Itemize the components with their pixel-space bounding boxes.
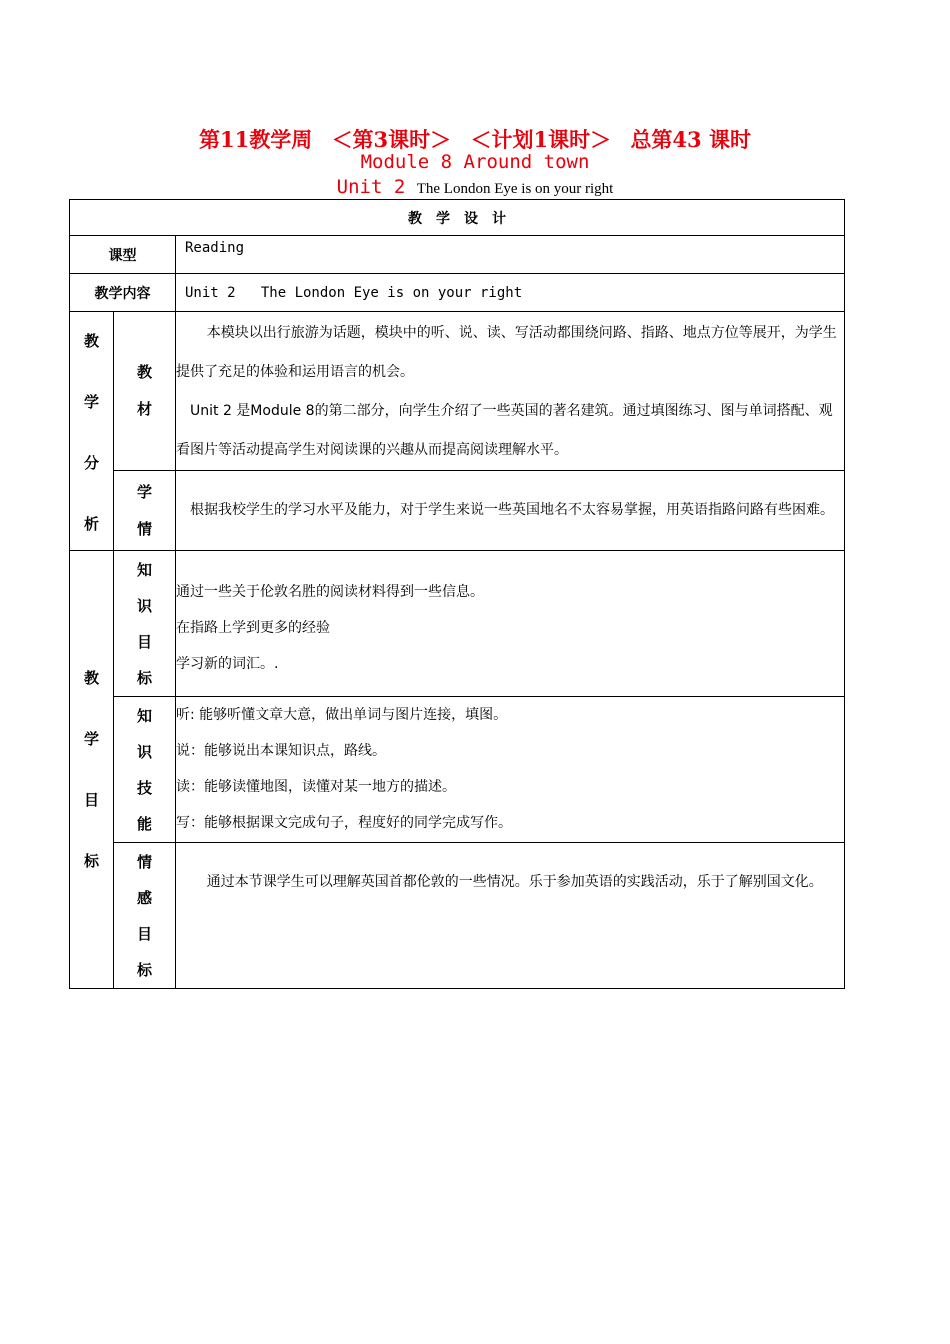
knowledge-goal-text: 通过一些关于伦敦名胜的阅读材料得到一些信息。 在指路上学到更多的经验 学习新的词汇。.: [176, 551, 845, 697]
skills-goal-label: 知 识 技 能: [114, 697, 176, 843]
student-label: 学 情: [114, 471, 176, 551]
material-label: 教 材: [114, 312, 176, 471]
lesson-design-table: [69, 199, 845, 989]
module-title: Module 8 Around town: [360, 151, 590, 173]
plan-label: ＜计划1课时＞: [470, 127, 612, 152]
student-text: 根据我校学生的学习水平及能力，对于学生来说一些英国地名不太容易掌握，用英语指路问路有些困难。: [176, 471, 845, 551]
material-text: 本模块以出行旅游为话题，模块中的听、说、读、写活动都围绕问路、指路、地点方位等展开，为学生提供了充足的体验和运用语言的机会。 Unit 2 是Module 8的第二部分，向学生介绍了一些英国的著名建筑。通过填图练习、图与单词搭配、观看图片等活动提高学生对阅读课的兴趣从而提高阅读理解水平。: [176, 312, 845, 471]
lesson-header-line: [0, 124, 950, 154]
lesson-content-label: 教学内容: [70, 274, 176, 312]
total-label: 总第43 课时: [630, 127, 751, 152]
unit-subtitle: The London Eye is on your right: [416, 181, 614, 197]
emotion-goal-text: 通过本节课学生可以理解英国首都伦敦的一些情况。乐于参加英语的实践活动，乐于了解别国文化。: [176, 843, 845, 989]
lesson-type-label: 课型: [70, 236, 176, 274]
emotion-goal-label: 情 感 目 标: [114, 843, 176, 989]
knowledge-goal-label: 知 识 目 标: [114, 551, 176, 697]
goals-label: 教 学 目 标: [70, 551, 114, 989]
lesson-content-value: Unit 2 The London Eye is on your right: [176, 274, 845, 312]
skills-goal-text: 听: 能够听懂文章大意，做出单词与图片连接，填图。 说：能够说出本课知识点，路线。 读：能够读懂地图，读懂对某一地方的描述。 写：能够根据课文完成句子，程度好的同学完成写作。: [176, 697, 845, 843]
week-label: 第11教学周: [199, 127, 313, 152]
table-title: 教 学 设 计: [70, 200, 845, 236]
lesson-type-value: Reading: [176, 236, 845, 274]
unit-label: Unit 2: [336, 176, 406, 198]
lesson-label: ＜第3课时＞: [331, 127, 452, 152]
analysis-label: 教 学 分 析: [70, 312, 114, 551]
unit-title-line: [0, 176, 950, 198]
